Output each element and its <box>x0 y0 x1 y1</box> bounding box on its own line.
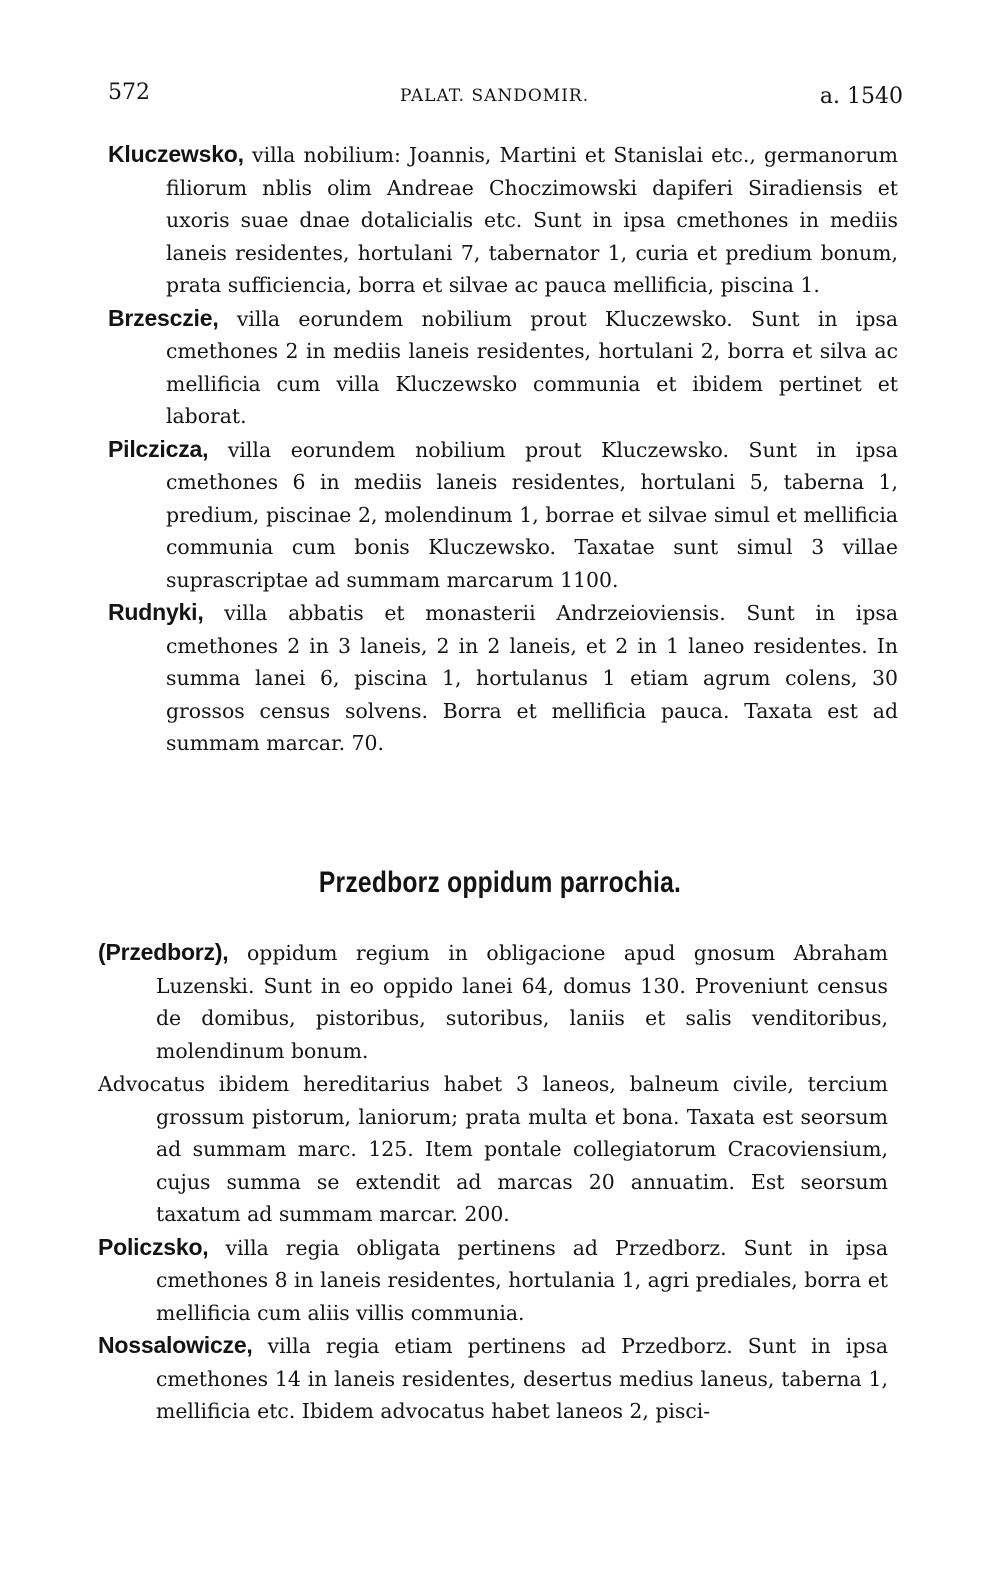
entry-text: villa eorundem nobilium prout Kluczewsko. Sunt in ipsa cmethones 2 in mediis laneis residentes, hortulani 2, borra et silva ac mellificia cum villa Kluczewsko communia et ibidem pertinet et laborat. <box>166 306 898 428</box>
year-label: a. 1540 <box>819 84 903 109</box>
entry-text: villa eorundem nobilium prout Kluczewsko. Sunt in ipsa cmethones 6 in mediis laneis residentes, hortulani 5, taberna 1, predium, piscinae 2, molendinum 1, borrae et silvae simul et mellificia communia cum bonis Kluczewsko. Taxatae sunt simul 3 villae suprascriptae ad summam marcarum 1100. <box>166 437 898 592</box>
entry-nossalowicze <box>98 1329 888 1428</box>
running-title: PALAT. SANDOMIR. <box>400 86 590 106</box>
entry-przedborz <box>98 936 888 1067</box>
page-header <box>108 80 903 120</box>
entry-head: Kluczewsko, <box>108 141 244 167</box>
page-number: 572 <box>108 80 150 105</box>
entry-text: oppidum regium in obligacione apud gnosum Abraham Luzenski. Sunt in eo oppido lanei 64, domus 130. Proveniunt census de domibus, pistoribus, sutoribus, laniis et salis venditoribus, molendinum bonum. <box>156 941 888 1063</box>
entry-text: villa regia obligata pertinens ad Przedborz. Sunt in ipsa cmethones 8 in laneis residentes, hortulania 1, agri prediales, borra et mellificia cum aliis villis communia. <box>156 1235 888 1325</box>
entry-head: Nossalowicze, <box>98 1332 253 1358</box>
entry-head: Rudnyki, <box>108 599 204 625</box>
entry-head: Pilczicza, <box>108 435 209 462</box>
entry-head: Brzesczie, <box>108 304 219 331</box>
entry-head: Policzsko, <box>98 1233 209 1260</box>
entry-text: villa regia etiam pertinens ad Przedborz. Sunt in ipsa cmethones 14 in laneis residentes, desertus medius laneus, taberna 1, mellificia etc. Ibidem advocatus habet laneos 2, pisci- <box>156 1334 888 1423</box>
entry-text: Advocatus ibidem hereditarius habet 3 laneos, balneum civile, tercium grossum pistorum, laniorum; prata multa et bona. Taxata est seorsum ad summam marc. 125. Item pontale collegiatorum Cracoviensium, cujus summa se extendit ad marcas 20 annuatim. Est seorsum taxatum ad summam marcar. 200. <box>98 1072 888 1226</box>
entry-pilczicza <box>108 433 898 597</box>
entry-text: villa abbatis et monasterii Andrzeioviensis. Sunt in ipsa cmethones 2 in 3 laneis, 2 in 2 laneis, et 2 in 1 laneo residentes. In summa lanei 6, piscina 1, hortulanus 1 etiam agrum colens, 30 grossos census solvens. Borra et mellificia pauca. Taxata est ad summam marcar. 70. <box>166 601 898 755</box>
entry-head: (Przedborz), <box>98 939 229 965</box>
entry-advocatus <box>98 1067 888 1231</box>
entry-rudnyki <box>108 596 898 760</box>
entry-text: villa nobilium: Joannis, Martini et Stanislai etc., germanorum filiorum nblis olim Andreae Choczimowski dapiferi Siradiensis et uxoris suae dnae dotalicialis etc. Sunt in ipsa cmethones in mediis laneis residentes, hortulani 7, tabernator 1, curia et predium bonum, prata sufficiencia, borra et silvae ac pauca mellificia, piscina 1. <box>166 143 898 297</box>
entries-bottom <box>98 936 888 1428</box>
section-title: Przedborz oppidum parrochia. <box>318 866 682 899</box>
entry-kluczewsko <box>108 138 898 302</box>
entries-top <box>108 138 898 760</box>
entry-brzesczie <box>108 302 898 433</box>
entry-policzsko <box>98 1231 888 1330</box>
